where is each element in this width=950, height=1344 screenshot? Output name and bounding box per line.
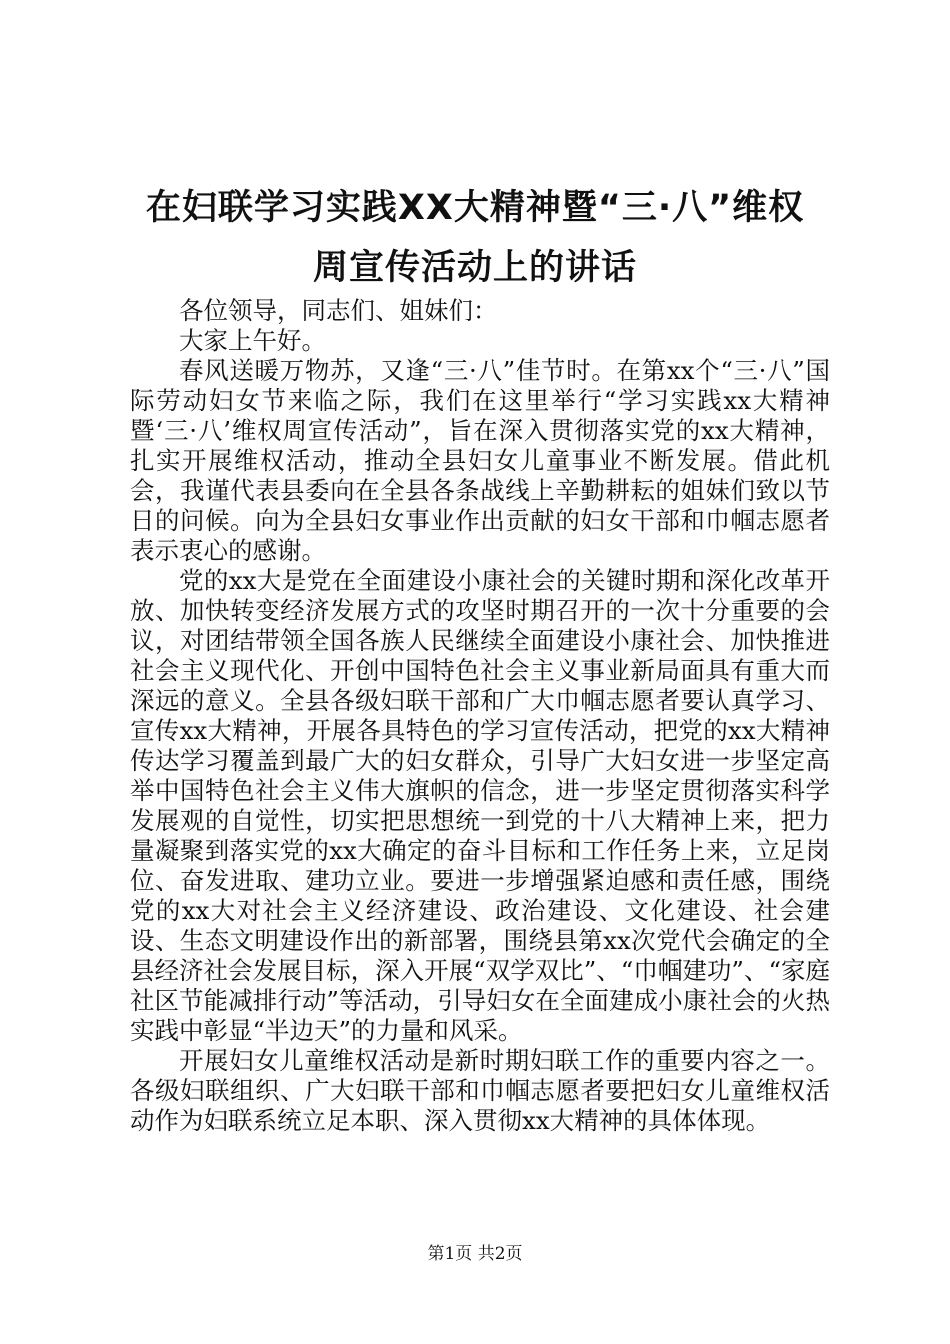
document-body [130, 296, 830, 1136]
document-title-line-1: 在妇联学习实践XX大精神暨“三·八”维权 [145, 188, 805, 228]
body-paragraph: 开展妇女儿童维权活动是新时期妇联工作的重要内容之一。各级妇联组织、广大妇联干部和巾帼志愿者要把妇女儿童维权活动作为妇联系统立足本职、深入贯彻xx大精神的具体体现。 [130, 1046, 830, 1135]
document-title-line-2: 周宣传活动上的讲话 [312, 248, 637, 288]
body-paragraph: 党的xx大是党在全面建设小康社会的关键时期和深化改革开放、加快转变经济发展方式的攻坚时期召开的一次十分重要的会议，对团结带领全国各族人民继续全面建设小康社会、加快推进社会主义现代化、开创中国特色社会主义事业新局面具有重大而深远的意义。全县各级妇联干部和广大巾帼志愿者要认真学习、宣传xx大精神，开展各具特色的学习宣传活动，把党的xx大精神传达学习覆盖到最广大的妇女群众，引导广大妇女进一步坚定高举中国特色社会主义伟大旗帜的信念，进一步坚定贯彻落实科学发展观的自觉性，切实把思想统一到党的十八大精神上来，把力量凝聚到落实党的xx大确定的奋斗目标和工作任务上来，立足岗位、奋发进取、建功立业。要进一步增强紧迫感和责任感，围绕党的xx大对社会主义经济建设、政治建设、文化建设、社会建设、生态文明建设作出的新部署，围绕县第xx次党代会确定的全县经济社会发展目标，深入开展“双学双比”、“巾帼建功”、“家庭社区节能减排行动”等活动，引导妇女在全面建成小康社会的火热实践中彰显“半边天”的力量和风采。 [130, 566, 830, 1045]
greeting: 大家上午好。 [179, 326, 326, 355]
page-number-footer: 第1页 共2页 [427, 1244, 523, 1264]
body-paragraph: 春风送暖万物苏，又逢“三·八”佳节时。在第xx个“三·八”国际劳动妇女节来临之际，我们在这里举行“学习实践xx大精神暨‘三·八’维权周宣传活动”，旨在深入贯彻落实党的xx大精神，扎实开展维权活动，推动全县妇女儿童事业不断发展。借此机会，我谨代表县委向在全县各条战线上辛勤耕耘的姐妹们致以节日的问候。向为全县妇女事业作出贡献的妇女干部和巾帼志愿者表示衷心的感谢。 [130, 356, 830, 565]
salutation: 各位领导，同志们、姐妹们： [179, 296, 498, 325]
